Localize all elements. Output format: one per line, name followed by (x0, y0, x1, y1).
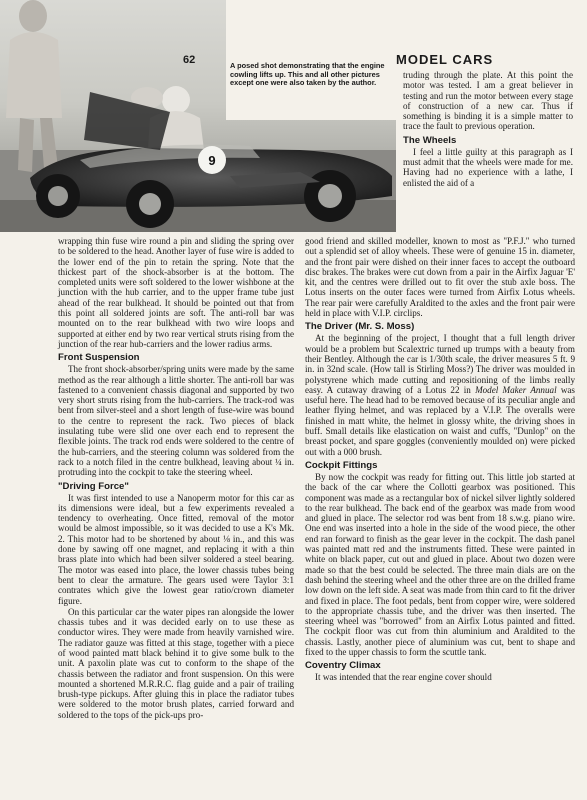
paragraph: It was first intended to use a Nanoperm motor for this car as its dimensions were ideal, but a few experiments revealed a tendency to overheating. Once fitted, removal of the motor would be almost impossible, so it was decided to use a K's Mk. 2. This motor had to be shortened by about ⅛ in., and this was done by sawing off one magnet, and replacing it with a thin brass plate into which had been silver soldered a steel bearing. The motor was eased into place, the lower chassis tubes being bent to clear the armature. The gears used were Taylor 3:1 contrates which give the lowest gear ratio/crown diameter figure. (58, 492, 294, 606)
magazine-reference: Model Maker Annual (475, 384, 557, 395)
svg-text:9: 9 (208, 153, 216, 168)
paragraph: The front shock-absorber/spring units were made by the same method as the rear although a little shorter. The anti-roll bar was fastened to a convenient chassis diagonal and supported by two very short struts rising from the hub-carriers. The track-rod was bent from silver-steel and a short length of fuse-wire was bound to the centre to represent the rack. Two pieces of black insulating tube were slid one over each end to represent the flexible joints. The track rod ends were soldered to the centre of the hub-carriers, and the steering column was soldered from the rack to a notch filed in the centre bulkhead, leaving about ¼ in. protruding into the cockpit to take the steering wheel. (58, 364, 294, 478)
heading-cockpit-fittings: Cockpit Fittings (305, 459, 378, 471)
page-number: 62 (183, 54, 196, 66)
paragraph: It was intended that the rear engine cover should (315, 672, 492, 683)
paragraph: wrapping thin fuse wire round a pin and sliding the spring over to be soldered to the head. Another layer of fuse wire is added to the lower end of the pin to retain the spring. Note that the thickest part of the shock-absorber is at the bottom. The completed units were soft soldered to the lower wishbone at the junction with the hub carrier, and to the upper frame tube just ahead of the rear bulkhead. It should be pointed out that from this point all soldered joints are soft. The anti-roll bar was mounted on to the rear bulkhead with two wire loops and supported at either end by two rear vertical struts rising from the junction of the rear hub-carriers and the lower radius arms. (58, 236, 294, 349)
text-span: was useful here. The head had to be removed because of its peculiar angle and leather flying helmet, and was replaced by a V.I.P. The overalls were finished in matt white, the helmet in glossy white, the driving shoes in buff. Small details like elastication on waist and cuffs, "Dunlop" on the breast pocket, and spare goggles (conveniently moulded on) were picked out with a 000 brush. (305, 384, 575, 457)
column-right (305, 236, 575, 684)
magazine-title: MODEL CARS (396, 52, 494, 67)
paragraph: By now the cockpit was ready for fitting out. This little job started at the back of the car where the Collotti gearbox was positioned. This component was made as a rectangular box of nickel silver lightly soldered to the rear bulkhead. The back end of the gearbox was made from wood and glued in place. The selector rod was bent from 18 s.w.g. piano wire. One end was inserted into a hole in the side of the wood piece, the other end ran forward to finish as the gear lever in the cockpit. The dash panel was painted matt red and the instruments fitted. These were painted in white on black paper, cut out and glued in place. About two dozen were made so that the best could be selected. The three main dials are on the dash behind the steering wheel and the other three are on the drilled frame low down on the left side. A seat was made from thin card to fit the driver and fixed in place. The foot pedals, bent from copper wire, were soldered to the appropriate chassis tube, and the driver was then inserted. The steering wheel was "borrowed" from an Airfix Lotus painted and fitted. The cockpit floor was cut from thin aluminium and Araldited to the chassis. Lastly, another piece of aluminium was cut, bent to shape and fixed to the upper chassis to form the scuttle tank. (305, 471, 575, 657)
paragraph (305, 333, 575, 457)
text-span: At the beginning of the project, I thought that a full length driver would be a problem but Scalextric turned up trumps with a beauty from their Bentley. Although the car is 1/30th scale, the driver measures 5 ft. 9 in. in 32nd scale. (How tall is Stirling Moss?) The driver was moulded in polystyrene which made cutting and repositioning of the limbs really easy. A cutaway drawing of a Lotus 22 in (305, 333, 575, 395)
heading-coventry-climax: Coventry Climax (305, 660, 381, 672)
heading-driver: The Driver (Mr. S. Moss) (305, 321, 415, 333)
paragraph: truding through the plate. At this point the motor was tested. I am a great believer in testing and run the motor between every stage of construction of a new car. Thus if something is binding it is a simple matter to trace the fault to previous operation. (403, 70, 573, 132)
column-left (58, 236, 294, 721)
heading-driving-force: "Driving Force" (58, 480, 129, 492)
paragraph: On this particular car the water pipes ran alongside the lower chassis tubes and it was decided early on to use these as conductor wires. They were made from heavily varnished wire. The radiator gauze was fitted at this stage, together with a piece of wood painted matt black behind it to give some bulk to the unit. A paxolin plate was cut to conform to the shape of the chassis between the radiator and front suspension. On this were mounted a shortened M.R.R.C. flag guide and a pair of trailing brush-type pickups. After gluing this in place the radiator tubes were soldered to the motor brush plates, carried forward and soldered to the tops of the pick-ups pro- (58, 606, 294, 720)
photo-caption: A posed shot demonstrating that the engine cowling lifts up. This and all other pictures except one were also taken by the author. (230, 61, 385, 88)
heading-front-suspension: Front Suspension (58, 352, 140, 364)
paragraph: good friend and skilled modeller, known to most as "P.F.J." who turned out a splendid set of alloy wheels. These were of genuine 15 in. diameter, and the front pair were dished on their inner faces to accept the outboard disc brakes. The brakes were cut down from a pair in the Airfix Jaguar 'E' kit, and the centres were drilled out to fit over the stub axle boss. The Lotus inserts on the outer faces were turned from Airfix Lotus wheels. The rear pair were carefully Araldited to the axles and the front pair were held in place with V.I.P. circlips. (305, 236, 575, 319)
paragraph: I feel a little guilty at this paragraph as I must admit that the wheels were made for me. Having had no experience with a lathe, I enlisted the aid of a (403, 146, 573, 188)
column-top-right (403, 70, 573, 189)
race-car-photo (0, 0, 396, 232)
heading-wheels: The Wheels (403, 134, 457, 146)
photo-graphic (0, 0, 396, 232)
